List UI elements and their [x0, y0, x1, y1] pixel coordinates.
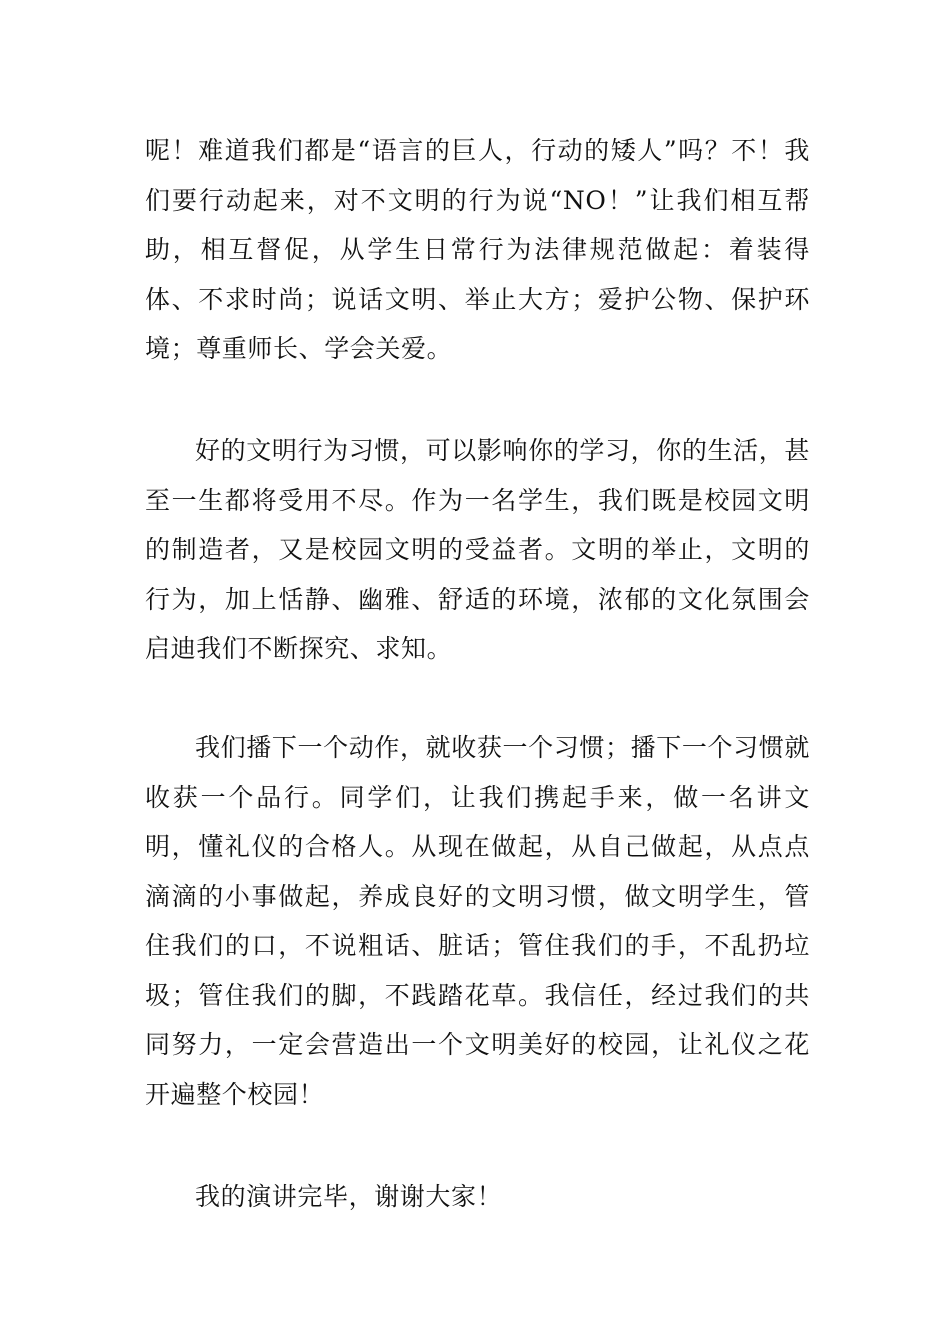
paragraph-good-habits: 好的文明行为习惯，可以影响你的学习，你的生活，甚至一生都将受用不尽。作为一名学生，我们既是校园文明的制造者，又是校园文明的受益者。文明的举止，文明的行为，加上恬静、幽雅、舒适的环境，浓郁的文化氛围会启迪我们不断探究、求知。	[145, 436, 810, 663]
paragraph-closing: 我的演讲完毕，谢谢大家！	[195, 1182, 503, 1211]
paragraph-continuation: 呢！难道我们都是“语言的巨人，行动的矮人”吗？不！我们要行动起来，对不文明的行为说“NO！”让我们相互帮助，相互督促，从学生日常行为法律规范做起：着装得体、不求时尚；说话文明、举止大方；爱护公物、保护环境；尊重师长、学会关爱。	[145, 136, 810, 363]
paragraph-call-to-action: 我们播下一个动作，就收获一个习惯；播下一个习惯就收获一个品行。同学们，让我们携起手来，做一名讲文明，懂礼仪的合格人。从现在做起，从自己做起，从点点滴滴的小事做起，养成良好的文明习惯，做文明学生，管住我们的口，不说粗话、脏话；管住我们的手，不乱扔垃圾；管住我们的脚，不践踏花草。我信任，经过我们的共同努力，一定会营造出一个文明美好的校园，让礼仪之花开遍整个校园！	[145, 733, 810, 1109]
